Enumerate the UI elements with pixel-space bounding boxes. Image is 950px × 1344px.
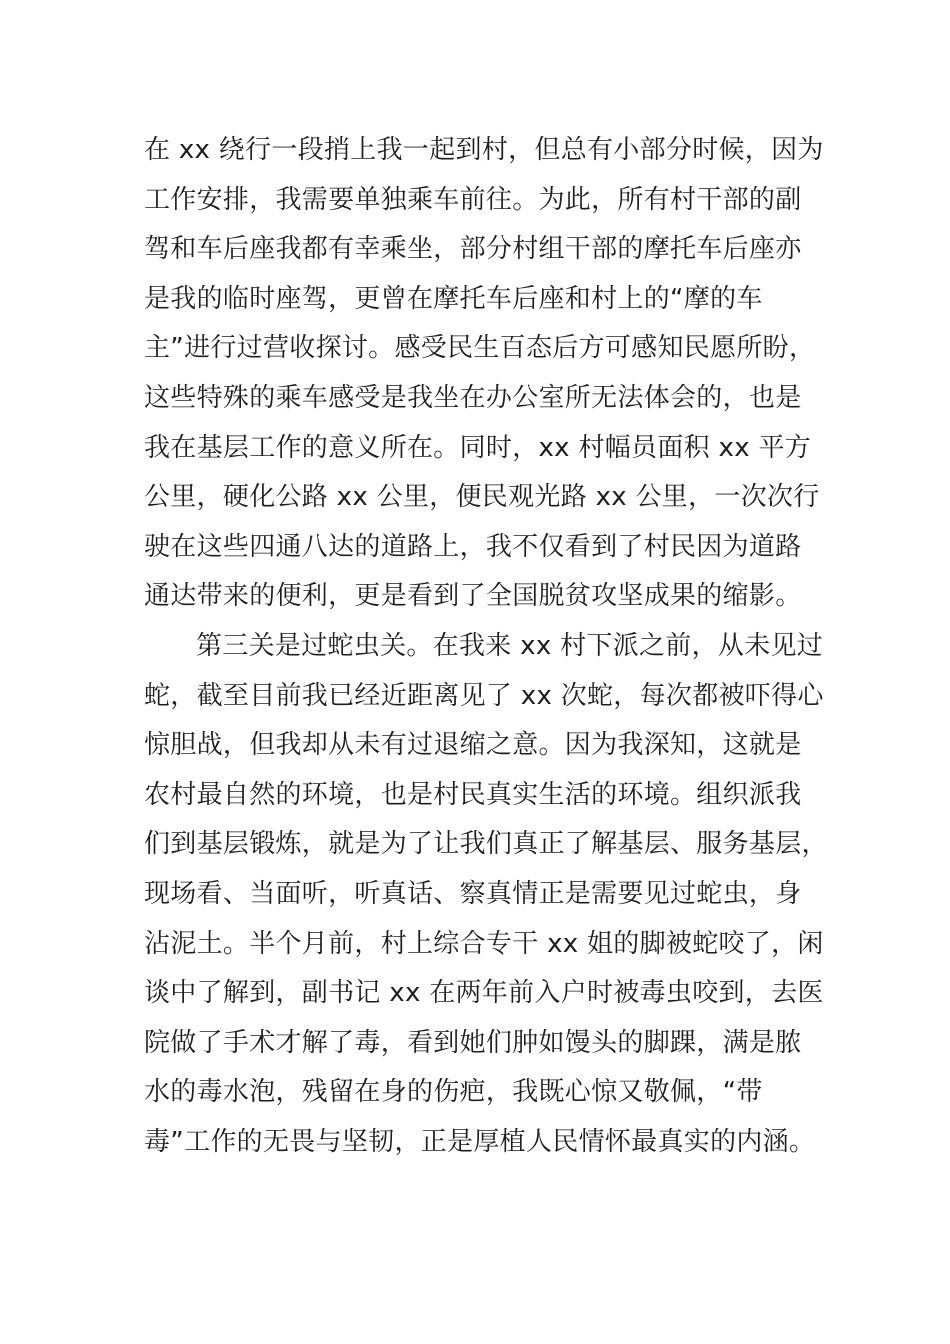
text-line: 毒”工作的无畏与坚韧，正是厚植人民情怀最真实的内涵。 bbox=[144, 1126, 816, 1157]
text-line: 沾泥土。半个月前，村上综合专干 xx 姐的脚被蛇咬了，闲 bbox=[144, 928, 824, 959]
text-line: 院做了手术才解了毒，看到她们肿如馒头的脚踝，满是脓 bbox=[144, 1027, 802, 1058]
text-line: 驾和车后座我都有幸乘坐，部分村组干部的摩托车后座亦 bbox=[144, 234, 802, 265]
text-line: 水的毒水泡，残留在身的伤疤，我既心惊又敬佩，“带 bbox=[144, 1077, 763, 1108]
text-line: 通达带来的便利，更是看到了全国脱贫攻坚成果的缩影。 bbox=[144, 581, 802, 612]
text-line: 蛇，截至目前我已经近距离见了 xx 次蛇，每次都被吓得心 bbox=[144, 680, 824, 711]
document-body bbox=[144, 126, 828, 1167]
text-line: 工作安排，我需要单独乘车前往。为此，所有村干部的副 bbox=[144, 184, 802, 215]
text-line: 是我的临时座驾，更曾在摩托车后座和村上的“摩的车 bbox=[144, 283, 763, 314]
text-line: 们到基层锻炼，就是为了让我们真正了解基层、服务基层， bbox=[144, 829, 828, 860]
text-line: 农村最自然的环境，也是村民真实生活的环境。组织派我 bbox=[144, 779, 802, 810]
text-line: 在 xx 绕行一段捎上我一起到村，但总有小部分时候，因为 bbox=[144, 135, 824, 165]
paragraph-first-line: 第三关是过蛇虫关。在我来 xx 村下派之前，从未见过 bbox=[196, 630, 824, 661]
text-line: 谈中了解到，副书记 xx 在两年前入户时被毒虫咬到，去医 bbox=[144, 978, 824, 1009]
text-line: 我在基层工作的意义所在。同时，xx 村幅员面积 xx 平方 bbox=[144, 432, 812, 463]
text-line: 这些特殊的乘车感受是我坐在办公室所无法体会的，也是 bbox=[144, 382, 802, 413]
text-line: 主”进行过营收探讨。感受民生百态后方可感知民愿所盼， bbox=[144, 333, 816, 364]
text-line: 惊胆战，但我却从未有过退缩之意。因为我深知，这就是 bbox=[144, 730, 802, 761]
text-line: 驶在这些四通八达的道路上，我不仅看到了村民因为道路 bbox=[144, 531, 802, 562]
text-line: 公里，硬化公路 xx 公里，便民观光路 xx 公里，一次次行 bbox=[144, 482, 820, 513]
text-line: 现场看、当面听，听真话、察真情正是需要见过蛇虫，身 bbox=[144, 878, 802, 909]
